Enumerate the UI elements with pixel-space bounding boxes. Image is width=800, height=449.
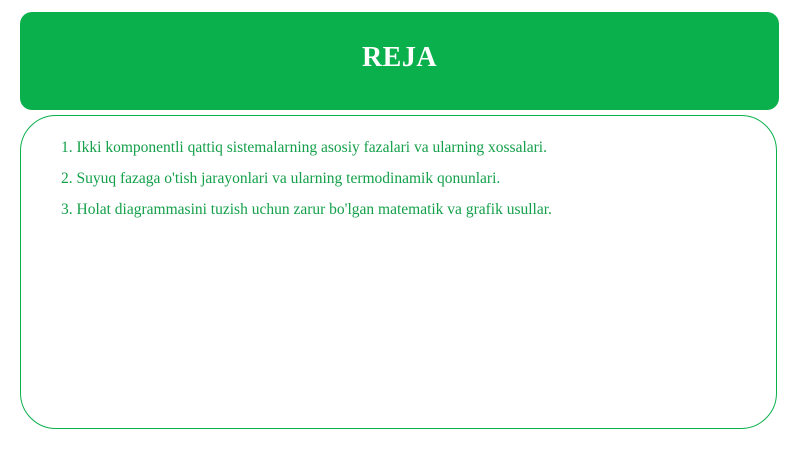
plan-item-1: 1. Ikki komponentli qattiq sistemalarning asosiy fazalari va ularning xossalari. bbox=[61, 139, 547, 156]
plan-list bbox=[61, 138, 746, 231]
slide-title: REJA bbox=[361, 42, 438, 73]
plan-item-2: 2. Suyuq fazaga o'tish jarayonlari va ularning termodinamik qonunlari. bbox=[61, 170, 501, 187]
content-box bbox=[20, 115, 777, 429]
title-banner bbox=[20, 12, 779, 110]
plan-item-3: 3. Holat diagrammasini tuzish uchun zarur bo'lgan matematik va grafik usullar. bbox=[61, 201, 552, 218]
